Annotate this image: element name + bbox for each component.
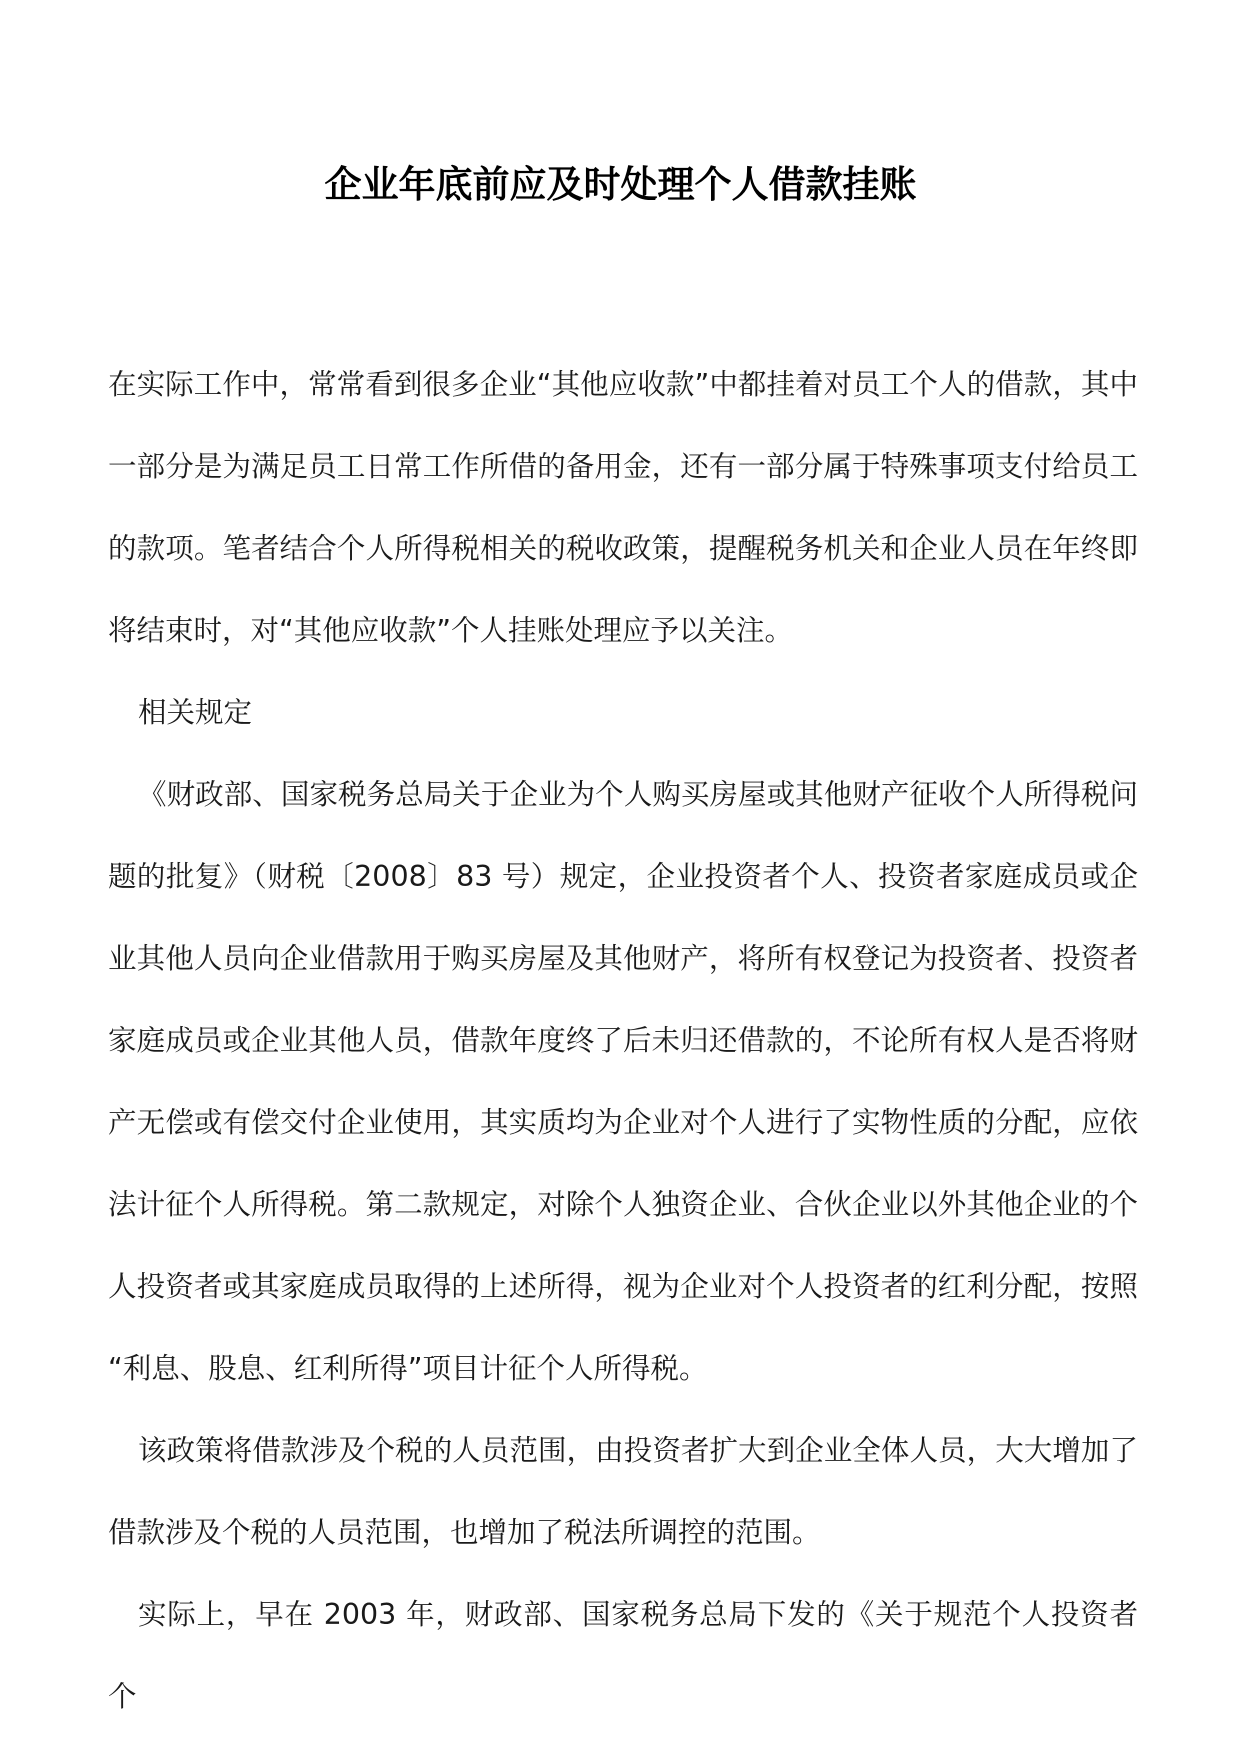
- document-body: [108, 344, 1138, 1738]
- section-heading-regulations: 相关规定: [138, 696, 253, 729]
- paragraph-regulation-detail: 《财政部、国家税务总局关于企业为个人购买房屋或其他财产征收个人所得税问题的批复》（财税〔2008〕83 号）规定，企业投资者个人、投资者家庭成员或企业其他人员向企业借款用于购买房屋及其他财产，将所有权登记为投资者、投资者家庭成员或企业其他人员，借款年度终了后未归还借款的，不论所有权人是否将财产无偿或有偿交付企业使用，其实质均为企业对个人进行了实物性质的分配，应依法计征个人所得税。第二款规定，对除个人独资企业、合伙企业以外其他企业的个人投资者或其家庭成员取得的上述所得，视为企业对个人投资者的红利分配，按照“利息、股息、红利所得”项目计征个人所得税。: [108, 778, 1138, 1385]
- document-title: 企业年底前应及时处理个人借款挂账: [324, 162, 917, 206]
- paragraph-policy-scope: 该政策将借款涉及个税的人员范围，由投资者扩大到企业全体人员，大大增加了借款涉及个税的人员范围，也增加了税法所调控的范围。: [108, 1434, 1138, 1549]
- paragraph-intro: 在实际工作中，常常看到很多企业“其他应收款”中都挂着对员工个人的借款，其中一部分是为满足员工日常工作所借的备用金，还有一部分属于特殊事项支付给员工的款项。笔者结合个人所得税相关的税收政策，提醒税务机关和企业人员在年终即将结束时，对“其他应收款”个人挂账处理应予以关注。: [108, 368, 1138, 647]
- paragraph-history: 实际上，早在 2003 年，财政部、国家税务总局下发的《关于规范个人投资者个: [108, 1598, 1138, 1713]
